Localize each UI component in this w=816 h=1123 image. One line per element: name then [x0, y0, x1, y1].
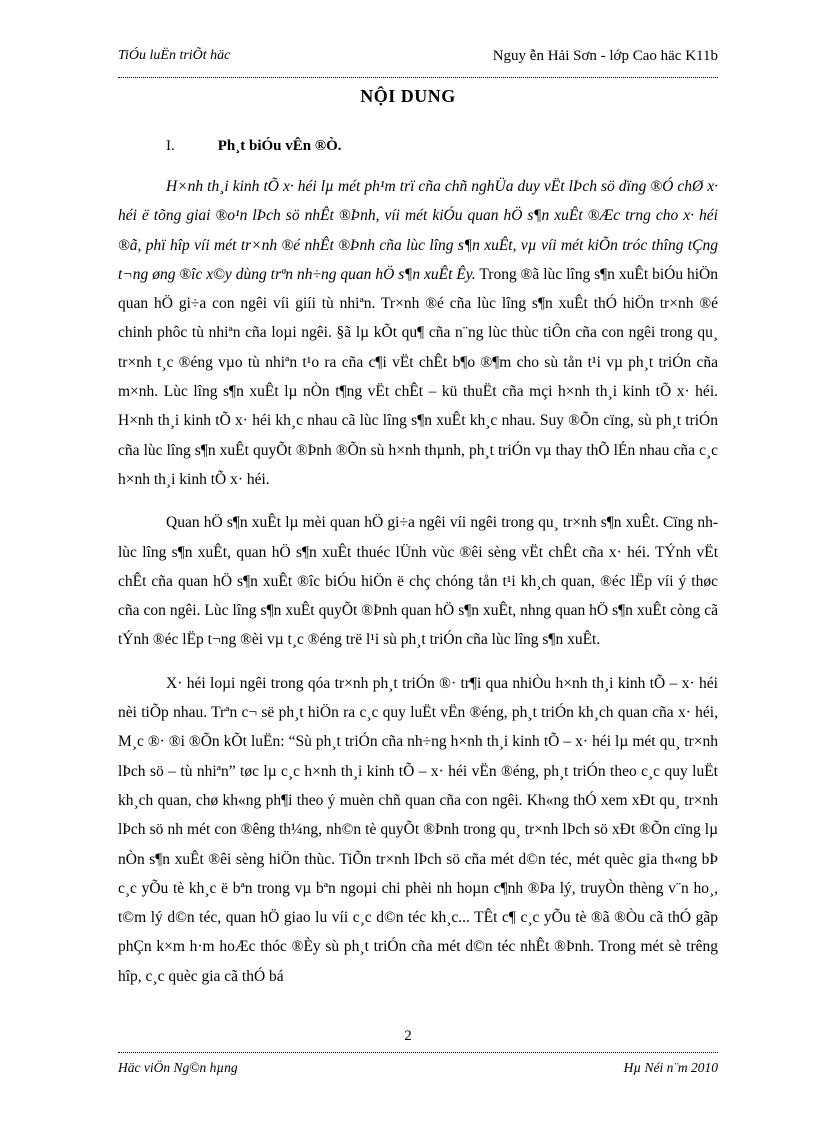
footer-right-text: Hµ Néi n¨m 2010 — [623, 1060, 718, 1075]
paragraph-1-italic: H×nh th¸i kinh tÕ x· héi lµ mét ph¹m trï cña chñ nghÜa duy vËt lÞch sö dïng ®Ó chØ x· héi ë tõng giai ®o¹n lÞch sö nhÊt ®Þnh, víi mét kiÓu quan hÖ s¶n xuÊt ®Æc trng cho x· héi ®ã, phï hîp víi mét tr×nh ®é nhÊt ®Þnh cña lùc lîng s¶n xuÊt, vµ víi mét kiÕn tróc thîng tÇng t¬ng øng ®îc x©y dùng trªn nh÷ng quan hÖ s¶n xuÊt Êy. — [118, 178, 718, 283]
page-header — [118, 48, 718, 70]
footer-left-text: Häc viÖn Ng©n hµng — [118, 1060, 238, 1075]
page-number: 2 — [404, 1028, 412, 1044]
section-label: Ph¸t biÓu vÊn ®Ò. — [217, 138, 342, 154]
body-text — [118, 172, 718, 1005]
paragraph-3: X· héi loµi ngêi trong qóa tr×nh ph¸t triÓn ®· tr¶i qua nhiÒu h×nh th¸i kinh tÕ – x· héi nèi tiÕp nhau. Trªn c¬ së ph¸t hiÖn ra c¸c quy luËt vËn ®éng, ph¸t triÓn kh¸ch quan cña x· héi, M¸c ®· ®i ®Õn kÕt luËn: “Sù ph¸t triÓn cña nh÷ng h×nh th¸i kinh tÕ – x· héi lµ mét qu¸ tr×nh lÞch sö – tù nhiªn” tøc lµ c¸c h×nh th¸i kinh tÕ – x· héi vËn ®éng, ph¸t triÓn theo c¸c quy luËt kh¸ch quan, chø kh«ng ph¶i theo ý muèn chñ quan cña con ngêi. Kh«ng thÓ xem xÐt qu¸ tr×nh lÞch sö nh mét con ®êng th¼ng, nh©n tè quyÕt ®Þnh trong qu¸ tr×nh lÞch sö xÐt ®Õn cïng lµ nÒn s¶n xuÊt ®êi sèng hiÖn thùc. TiÕn tr×nh lÞch sö cña mét d©n téc, mét quèc gia th«ng bÞ c¸c yÕu tè kh¸c ë bªn trong vµ bªn ngoµi chi phèi nh hoµn c¶nh ®Þa lý, truyÒn thèng v¨n ho¸, t©m lý d©n téc, quan hÖ giao lu víi c¸c d©n téc kh¸c... TÊt c¶ c¸c yÕu tè ®ã ®Òu cã thÓ gãp phÇn k×m h·m hoÆc thóc ®Èy sù ph¸t triÓn cña mét d©n téc nhÊt ®Þnh. Trong mét sè trêng hîp, c¸c quèc gia cã thÓ bá — [118, 674, 718, 985]
page-footer — [118, 1060, 718, 1080]
page-title: NỘI DUNG — [360, 86, 456, 106]
paragraph-1-text: Trong ®ã lùc lîng s¶n xuÊt biÓu hiÖn quan hÖ gi÷a con ngêi víi giíi tù nhiªn. Tr×nh ®é cña lùc lîng s¶n xuÊt thÓ hiÖn tr×nh ®é chinh phôc tù nhiªn cña loµi ngêi. §ã lµ kÕt qu¶ cña n¨ng lùc thùc tiÔn cña con ngêi trong qu¸ tr×nh t¸c ®éng vµo tù nhiªn t¹o ra cña c¶i vËt chÊt b¶o ®¶m cho sù tån t¹i vµ ph¸t triÓn cña m×nh. Lùc lîng s¶n xuÊt lµ nÒn t¶ng vËt chÊt – kü thuËt cña mçi h×nh th¸i kinh tÕ x· héi. H×nh th¸i kinh tÕ x· héi kh¸c nhau cã lùc lîng s¶n xuÊt kh¸c nhau. Suy ®Õn cïng, sù ph¸t triÓn cña lùc lîng s¶n xuÊt quyÕt ®Þnh ®Õn sù h×nh thµnh, ph¸t triÓn vµ thay thÕ lÉn nhau cña c¸c h×nh th¸i kinh tÕ x· héi. — [118, 265, 718, 488]
section-number: I. — [166, 138, 175, 154]
header-left-text: TiÓu luËn triÕt häc — [118, 48, 231, 63]
paragraph-2: Quan hÖ s¶n xuÊt lµ mèi quan hÖ gi÷a ngêi víi ngêi trong qu¸ tr×nh s¶n xuÊt. Cïng nh lùc lîng s¶n xuÊt, quan hÖ s¶n xuÊt thuéc lÜnh vùc ®êi sèng vËt chÊt cña x· héi. TÝnh vËt chÊt cña quan hÖ s¶n xuÊt ®îc biÓu hiÖn ë chç chóng tån t¹i kh¸ch quan, ®éc lËp víi ý thøc cña con ngêi. Lùc lîng s¶n xuÊt quyÕt ®Þnh quan hÖ s¶n xuÊt, nhng quan hÖ s¶n xuÊt còng cã tÝnh ®éc lËp t¬ng ®èi vµ t¸c ®éng trë l¹i sù ph¸t triÓn cña lùc lîng s¶n xuÊt. — [118, 514, 718, 649]
section-heading — [166, 138, 342, 155]
header-divider — [118, 77, 718, 78]
header-right-text: Nguy ễn Hải Sơn - lớp Cao häc K11b — [492, 48, 718, 64]
footer-divider — [118, 1052, 718, 1053]
paragraph-1 — [118, 172, 718, 494]
